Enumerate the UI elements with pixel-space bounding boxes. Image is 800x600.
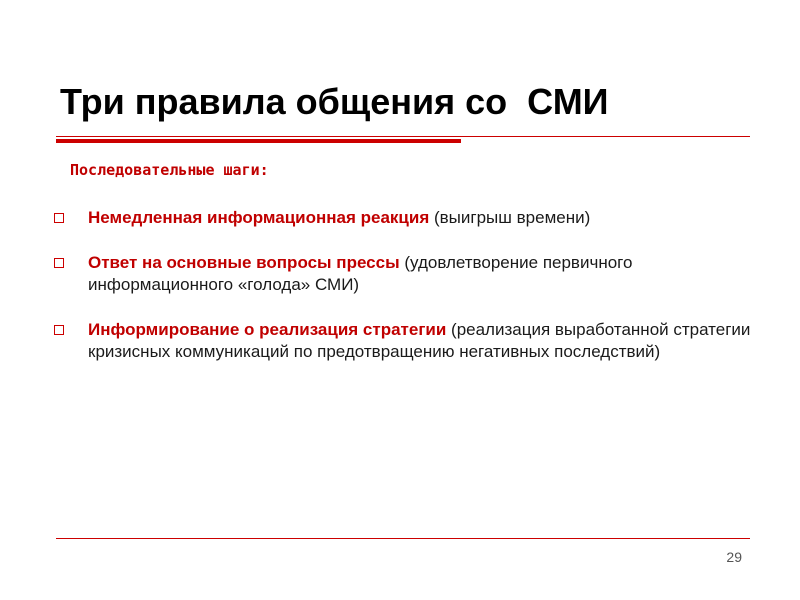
hollow-square-icon: [54, 325, 64, 335]
title-divider-thick: [56, 139, 461, 143]
bullet-item: [52, 252, 752, 296]
slide-title: Три правила общения со СМИ: [60, 81, 609, 122]
title-divider-thin: [56, 136, 750, 137]
bullet-detail: (выигрыш времени): [429, 208, 591, 227]
bullet-heading: Немедленная информационная реакция: [88, 208, 430, 227]
bullet-detail: (удовлетворение первичного информационного «голода» СМИ): [88, 253, 633, 294]
bullet-heading: Информирование о реализация стратегии: [88, 320, 447, 339]
hollow-square-icon: [54, 213, 64, 223]
footer-divider: [56, 538, 750, 539]
bullet-list: [52, 207, 752, 386]
bullet-heading: Ответ на основные вопросы прессы: [88, 253, 400, 272]
page-number: 29: [726, 549, 742, 565]
bullet-item: [52, 319, 752, 363]
slide-subtitle: Последовательные шаги:: [70, 161, 269, 179]
bullet-detail: (реализация выработанной стратегии кризисных коммуникаций по предотвращению негативных последствий): [88, 320, 751, 361]
bullet-item: [52, 207, 752, 229]
hollow-square-icon: [54, 258, 64, 268]
